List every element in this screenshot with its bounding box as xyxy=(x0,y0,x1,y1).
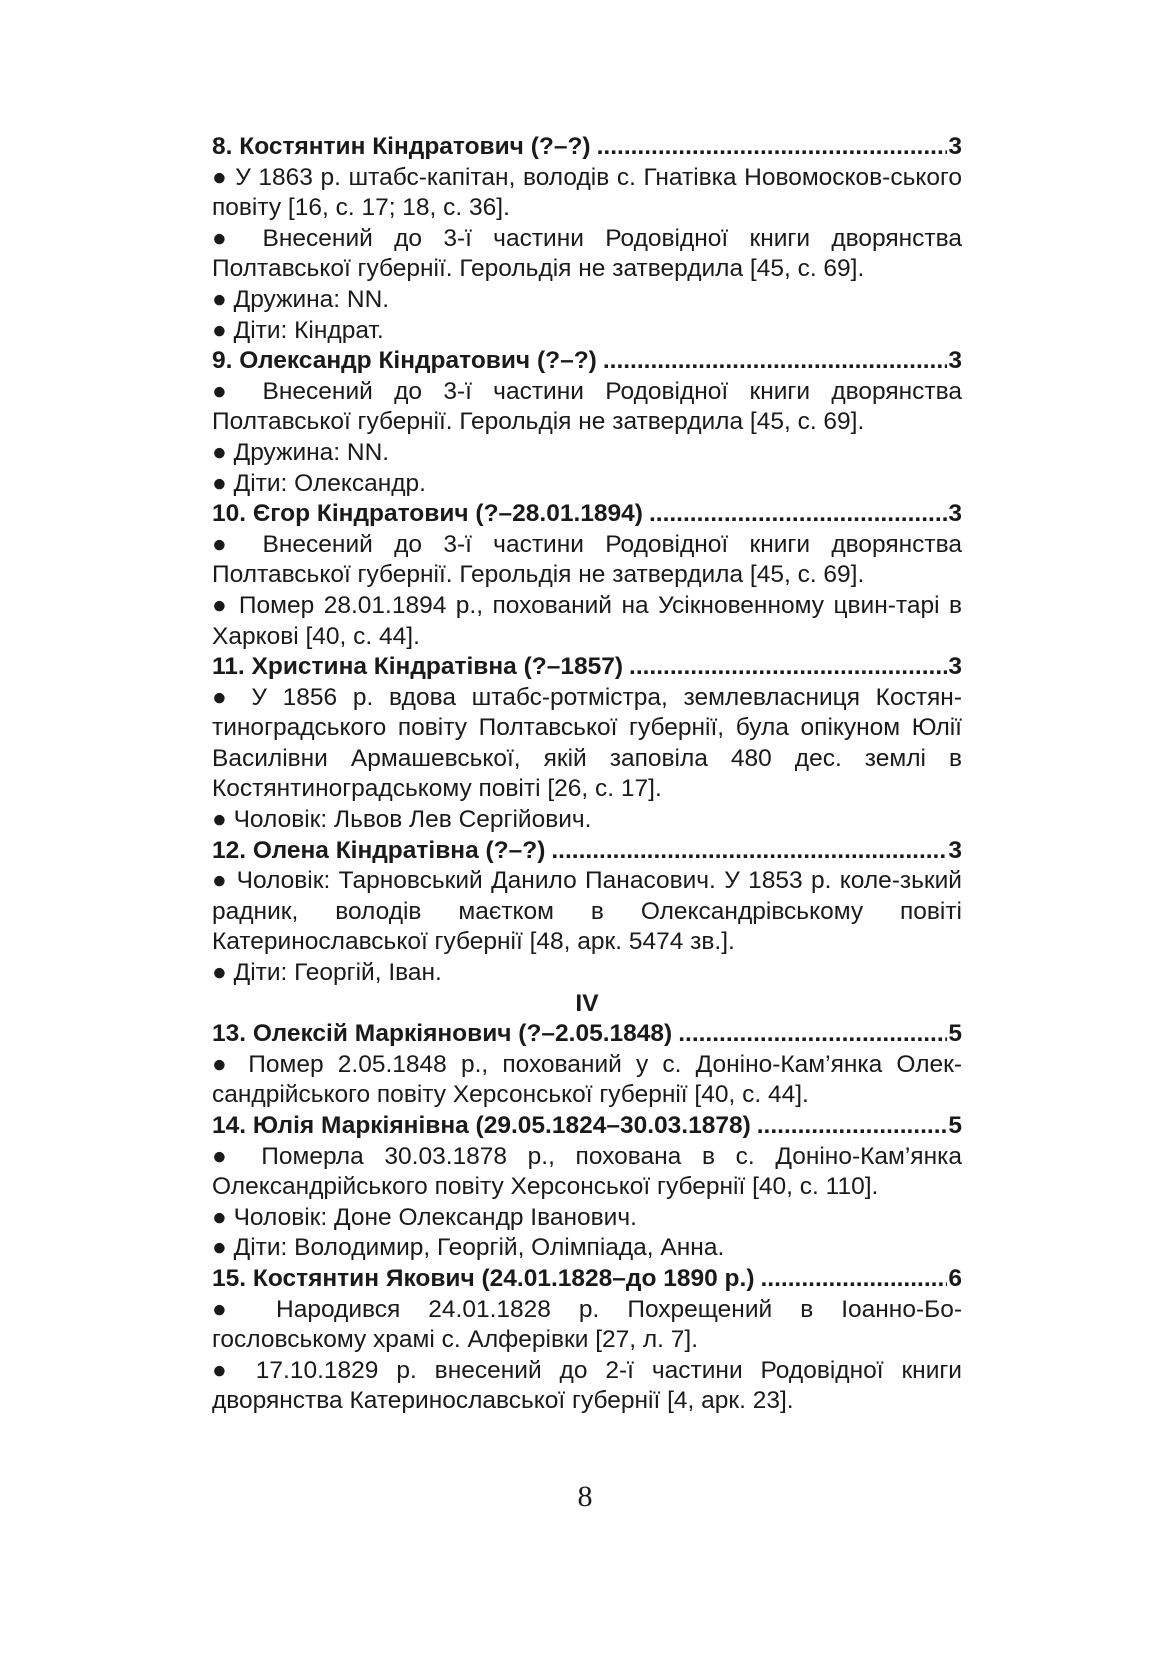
generation-number: 3 xyxy=(948,653,962,681)
page-number: 8 xyxy=(577,1480,593,1513)
entry-paragraph: ● Діти: Володимир, Георгій, Олімпіада, Анна. xyxy=(212,1234,725,1262)
genealogy-entry xyxy=(212,1111,962,1264)
entry-paragraph: ● Діти: Олександр. xyxy=(212,469,426,497)
entry-paragraph: ● Помер 2.05.1848 р., похований у с. Доніно-Кам’янка Олек-сандрійського повіту Херсонської губернії [40, с. 44]. xyxy=(212,1050,962,1109)
generation-number: 5 xyxy=(948,1020,962,1048)
entry-title: 13. Олексій Маркіянович (?–2.05.1848) xyxy=(212,1020,673,1048)
entry-paragraph: ● У 1856 р. вдова штабс-ротмістра, землевласниця Костян-тиноградського повіту Полтавської губернії, була опікуном Юлії Василівни Армашевської, якій заповіла 480 дес. землі в Костянтиноградському повіті [26, с. 17]. xyxy=(212,683,962,803)
entry-paragraph: ● Діти: Георгій, Іван. xyxy=(212,959,442,987)
entry-paragraph: ● Чоловік: Тарновський Данило Панасович. У 1853 р. коле-зький радник, володів маєтком в Олександрівському повіті Катеринославської губернії [48, арк. 5474 зв.]. xyxy=(212,867,962,956)
entry-paragraph: ● Внесений до 3-ї частини Родовідної книги дворянства Полтавської губернії. Герольдія не затвердила [45, с. 69]. xyxy=(212,377,962,436)
generation-number: 3 xyxy=(948,133,962,160)
document-body xyxy=(212,132,962,1417)
entry-title: 15. Костянтин Якович (24.01.1828–до 1890 р.) xyxy=(212,1264,755,1292)
generation-number: 5 xyxy=(948,1112,962,1139)
entries-part-1 xyxy=(212,132,962,989)
genealogy-entry xyxy=(212,1264,962,1417)
entry-paragraph: ● Внесений до 3-ї частини Родовідної книги дворянства Полтавської губернії. Герольдія не затвердила [45, с. 69]. xyxy=(212,224,962,283)
entry-heading xyxy=(212,652,962,683)
entry-heading xyxy=(212,836,962,867)
entry-paragraph: ● Помер 28.01.1894 р., похований на Усікновенному цвин-тарі в Харкові [40, с. 44]. xyxy=(212,591,962,650)
genealogy-entry xyxy=(212,1019,962,1111)
dot-leader xyxy=(629,652,947,683)
entry-paragraph: ● У 1863 р. штабс-капітан, володів с. Гнатівка Новомосков-ського повіту [16, с. 17; 18, с. 36]. xyxy=(212,163,962,222)
entries-part-2 xyxy=(212,1019,962,1417)
dot-leader xyxy=(757,1111,948,1142)
entry-paragraph: ● Чоловік: Львов Лев Сергійович. xyxy=(212,806,592,834)
entry-heading xyxy=(212,1111,962,1142)
genealogy-entry xyxy=(212,499,962,652)
generation-number: 6 xyxy=(948,1264,962,1292)
genealogy-entry xyxy=(212,346,962,499)
entry-paragraph: ● Чоловік: Доне Олександр Іванович. xyxy=(212,1203,637,1231)
entry-heading xyxy=(212,1264,962,1295)
dot-leader xyxy=(603,346,948,377)
entry-heading xyxy=(212,346,962,377)
entry-paragraph: ● Померла 30.03.1878 р., похована в с. Доніно-Кам’янка Олександрійського повіту Херсонської губернії [40, с. 110]. xyxy=(212,1142,962,1201)
dot-leader xyxy=(760,1264,947,1295)
entry-title: 12. Олена Кіндратівна (?–?) xyxy=(212,836,546,864)
entry-title: 10. Єгор Кіндратович (?–28.01.1894) xyxy=(212,500,643,528)
genealogy-entry xyxy=(212,652,962,836)
generation-number: 3 xyxy=(948,836,962,864)
entry-paragraph: ● 17.10.1829 р. внесений до 2-ї частини Родовідної книги дворянства Катеринославської губернії [4, арк. 23]. xyxy=(212,1356,962,1415)
genealogy-entry xyxy=(212,836,962,989)
entry-heading xyxy=(212,499,962,530)
dot-leader xyxy=(678,1019,947,1050)
entry-paragraph: ● Дружина: NN. xyxy=(212,438,390,466)
entry-paragraph: ● Внесений до 3-ї частини Родовідної книги дворянства Полтавської губернії. Герольдія не затвердила [45, с. 69]. xyxy=(212,530,962,589)
dot-leader xyxy=(597,132,948,163)
generation-number: 3 xyxy=(948,347,962,375)
dot-leader xyxy=(551,836,947,867)
entry-paragraph: ● Дружина: NN. xyxy=(212,285,390,313)
section-heading-roman: IV xyxy=(575,989,599,1017)
entry-title: 14. Юлія Маркіянівна (29.05.1824–30.03.1878) xyxy=(212,1112,751,1139)
generation-number: 3 xyxy=(948,500,962,528)
entry-title: 11. Христина Кіндратівна (?–1857) xyxy=(212,653,624,681)
entry-title: 8. Костянтин Кіндратович (?–?) xyxy=(212,133,591,160)
entry-heading xyxy=(212,132,962,163)
dot-leader xyxy=(649,499,947,530)
entry-heading xyxy=(212,1019,962,1050)
genealogy-entry xyxy=(212,132,962,346)
entry-paragraph: ● Діти: Кіндрат. xyxy=(212,316,384,344)
entry-title: 9. Олександр Кіндратович (?–?) xyxy=(212,347,597,375)
entry-paragraph: ● Народився 24.01.1828 р. Похрещений в Іоанно-Бо-гословському храмі с. Алферівки [27, л. 7]. xyxy=(212,1295,962,1354)
